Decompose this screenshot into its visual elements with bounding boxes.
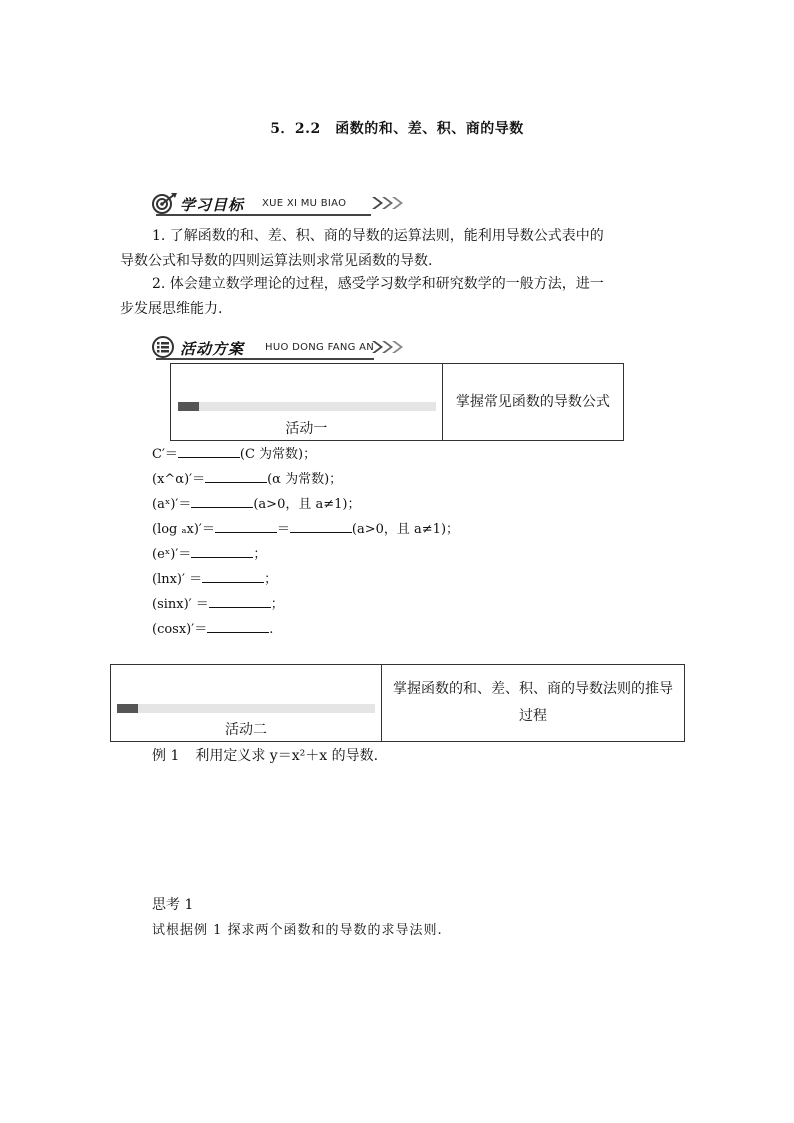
list-icon [150,336,178,358]
objective-2: 2. 体会建立数学理论的过程，感受学习数学和研究数学的一般方法，进一 步发展思维能力. [120,276,604,317]
formula-e-power: (eˣ)′＝ ； [152,543,266,563]
activity-1-cell [171,364,443,441]
section-label: 活动方案 [180,340,245,358]
activity-2-cell [111,665,382,742]
answer-blank[interactable] [191,543,253,558]
answer-blank[interactable] [207,618,269,633]
target-icon [150,192,178,214]
progress-fill [117,704,138,713]
section-label-en: HUO DONG FANG AN [265,342,375,353]
objective-1: 1. 了解函数的和、差、积、商的导数的运算法则，能利用导数公式表中的 导数公式和导数的四则运算法则求常见函数的导数. [120,228,604,269]
example-text: 利用定义求 y＝x²＋x 的导数. [195,748,379,764]
formula-ln: (lnx)′ ＝ ； [152,568,277,588]
answer-blank[interactable] [215,518,277,533]
answer-blank[interactable] [205,468,267,483]
activity-1-table [170,363,624,441]
progress-fill [178,402,199,411]
banner-underline [156,214,371,216]
activity-2-table [110,664,685,742]
think-1-text: 试根据例 1 探求两个函数和的导数的求导法则. [152,923,443,938]
chevrons-right-icon [370,339,404,355]
section-banner-plan [150,336,405,360]
answer-blank[interactable] [202,568,264,583]
formula-logarithm: (log ₐx)′＝ ＝ (a>0，且 a≠1)； [152,518,459,538]
activity-1-goal-cell [442,364,623,441]
activity-goal: 掌握函数的和、差、积、商的导数法则的推导过程 [392,681,673,724]
formula-power: (x^α)′＝ (α 为常数)； [152,468,342,488]
banner-underline [156,358,374,360]
answer-blank[interactable] [178,443,240,458]
think-1-label: 思考 1 [152,897,194,913]
section-label: 学习目标 [180,196,245,214]
activity-2-goal-cell [381,665,684,742]
activity-goal: 掌握常见函数的导数公式 [455,393,610,410]
example-1 [152,745,378,765]
chevrons-right-icon [370,195,404,211]
activity-name: 活动二 [224,722,267,738]
section-label-en: XUE XI MU BIAO [262,198,347,209]
answer-blank[interactable] [290,518,352,533]
activity-progress-bar [117,704,375,713]
example-label: 例 1 [152,748,180,764]
activity-progress-bar [178,402,436,411]
section-banner-objectives [150,192,405,216]
page-title: 5．2.2 函数的和、差、积、商的导数 [270,121,524,137]
activity-name: 活动一 [285,421,328,437]
formula-cos: (cosx)′＝ . [152,618,273,638]
formula-constant: C′＝ (C 为常数)； [152,443,316,463]
formula-exponential: (aˣ)′＝ (a>0，且 a≠1)； [152,493,360,513]
formula-sin: (sinx)′ ＝ ； [152,593,284,613]
answer-blank[interactable] [191,493,253,508]
answer-blank[interactable] [209,593,271,608]
